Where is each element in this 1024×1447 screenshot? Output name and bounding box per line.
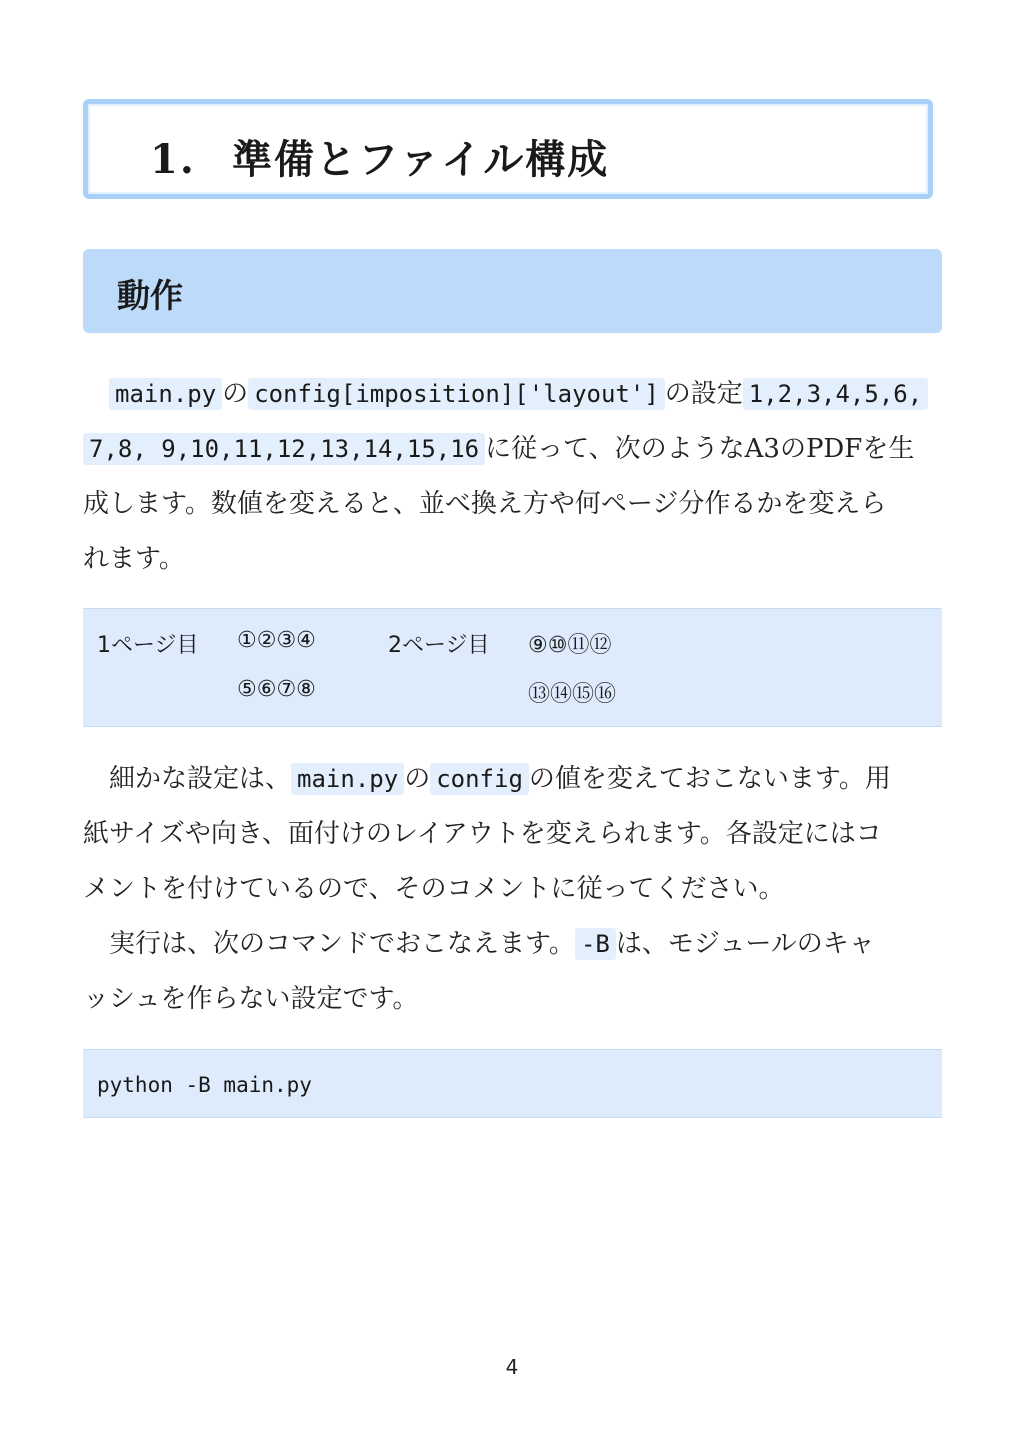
text: は、モジュールのキャ (615, 929, 875, 959)
heading2-box (83, 249, 942, 333)
page2-label: 2ページ目 (388, 633, 490, 658)
text: の (222, 379, 249, 409)
code-config: config (430, 763, 529, 795)
heading1 (150, 128, 609, 185)
text: 実行は、次のコマンドでおこなえます。 (109, 929, 575, 959)
text: ッシュを作らない設定です。 (83, 984, 419, 1014)
paragraph-execution (83, 917, 945, 1027)
paragraph-settings (83, 752, 945, 917)
code-sequence-part2: 7,8, 9,10,11,12,13,14,15,16 (83, 433, 485, 465)
page1-row1: ①②③④ (237, 628, 316, 653)
command-text: python -B main.py (97, 1073, 312, 1097)
text: の (404, 764, 431, 794)
page1-label: 1ページ目 (97, 633, 199, 658)
text: れます。 (83, 544, 185, 574)
text: 細かな設定は、 (109, 764, 292, 794)
code-sequence-part1: 1,2,3,4,5,6, (743, 378, 928, 410)
page2-row2: ⑬⑭⑮⑯ (528, 682, 617, 707)
paragraph-layout-description (83, 367, 945, 587)
command-block (83, 1049, 942, 1118)
page1-row2: ⑤⑥⑦⑧ (237, 677, 316, 702)
text: メントを付けているので、そのコメントに従ってください。 (83, 874, 785, 904)
text: の設定 (664, 379, 743, 409)
page-number: 4 (505, 1355, 519, 1379)
page2-row1: ⑨⑩⑪⑫ (528, 633, 612, 658)
heading1-title: 準備とファイル構成 (232, 136, 610, 183)
code-flag-b: -B (575, 928, 616, 960)
heading2-title: 動作 (117, 276, 183, 315)
layout-example-block (83, 608, 942, 727)
heading1-number: 1. (150, 136, 196, 183)
text: に従って、次のようなA3のPDFを生 (485, 434, 915, 464)
code-main-py: main.py (291, 763, 404, 795)
text: 成します。数値を変えると、並べ換え方や何ページ分作るかを変えら (83, 489, 887, 519)
text: の値を変えておこないます。用 (528, 764, 891, 794)
code-main-py: main.py (109, 378, 222, 410)
code-config-layout: config[imposition]['layout'] (248, 378, 665, 410)
text: 紙サイズや向き、面付けのレイアウトを変えられます。各設定にはコ (83, 819, 882, 849)
